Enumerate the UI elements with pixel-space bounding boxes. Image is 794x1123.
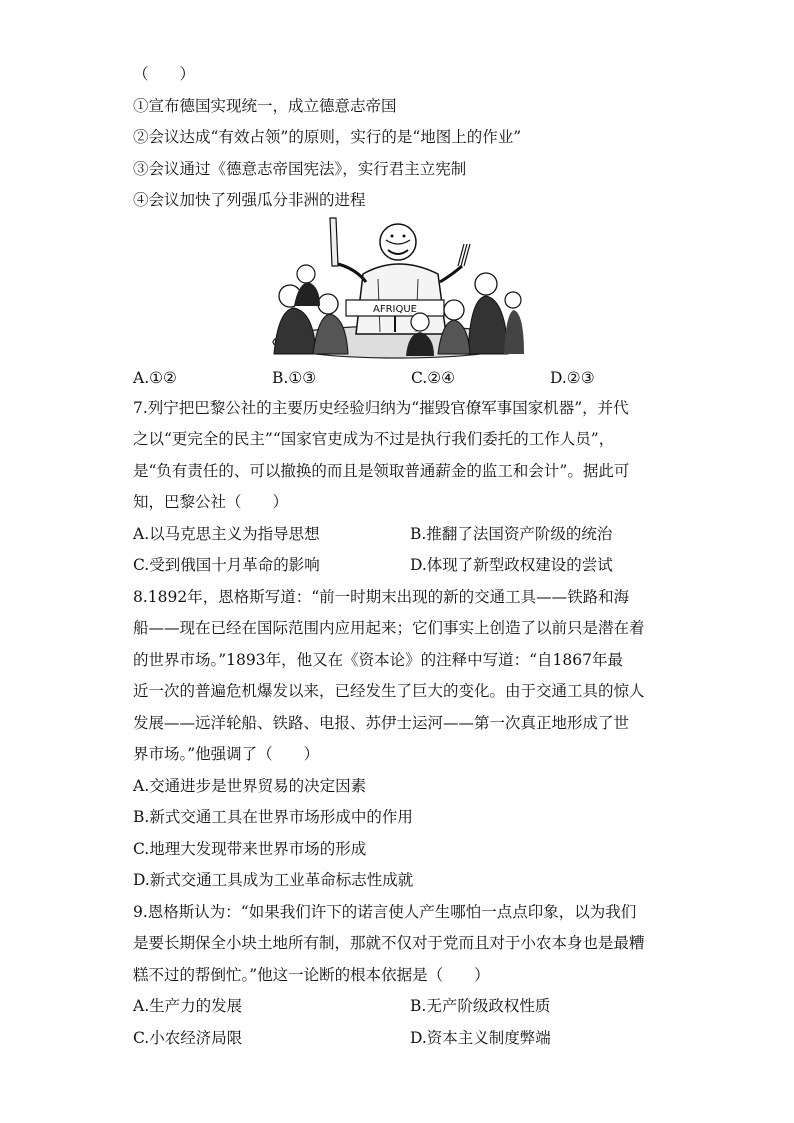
q6-option-c: C.②④ [411,369,456,387]
q9-option-d: D.资本主义制度弊端 [410,1029,551,1047]
q7-option-a: A.以马克思主义为指导思想 [133,525,320,543]
q7-option-b: B.推翻了法国资产阶级的统治 [410,525,613,543]
q6-stem-tail: （ ） [133,65,196,83]
q7-line-4: 知，巴黎公社（ ） [133,493,289,511]
q8-line-6: 界市场。”他强调了（ ） [133,745,320,763]
q9-line-2: 是要长期保全小块土地所有制，那就不仅对于党而且对于小农本身也是最糟 [133,934,645,952]
q8-line-3: 的世界市场。”1893年，他又在《资本论》的注释中写道：“自1867年最 [133,651,623,669]
q8-option-d: D.新式交通工具成为工业革命标志性成就 [133,871,414,889]
q6-option-a: A.①② [133,369,177,387]
q9-option-c: C.小农经济局限 [133,1029,243,1047]
q7-option-d: D.体现了新型政权建设的尝试 [410,556,613,574]
q8-option-b: B.新式交通工具在世界市场形成中的作用 [133,808,413,826]
q7-line-3: 是“负有责任的、可以撤换的而且是领取普通薪金的监工和会计”。据此可 [133,462,630,480]
q6-statement-1: ①宣布德国实现统一，成立德意志帝国 [133,97,397,115]
q7-line-2: 之以“更完全的民主”“国家官吏成为不过是执行我们委托的工作人员”， [133,430,615,448]
q9-option-b: B.无产阶级政权性质 [410,997,551,1015]
q9-option-a: A.生产力的发展 [133,997,243,1015]
q8-line-1: 8.1892年，恩格斯写道：“前一时期末出现的新的交通工具——铁路和海 [133,588,630,606]
q6-statement-4: ④会议加快了列强瓜分非洲的进程 [133,191,366,209]
cartoon-label: AFRIQUE [373,304,417,315]
q9-line-1: 9.恩格斯认为：“如果我们许下的诺言使人产生哪怕一点点印象，以为我们 [133,903,637,921]
q7-line-1: 7.列宁把巴黎公社的主要历史经验归纳为“摧毁官僚军事国家机器”，并代 [133,399,629,417]
q6-statement-3: ③会议通过《德意志帝国宪法》，实行君主立宪制 [133,160,467,178]
q8-option-a: A.交通进步是世界贸易的决定因素 [133,777,367,795]
q6-option-d: D.②③ [550,369,595,387]
q8-line-2: 船——现在已经在国际范围内应用起来；它们事实上创造了以前只是潜在着 [133,619,645,637]
berlin-conference-cartoon [268,214,526,362]
q7-option-c: C.受到俄国十月革命的影响 [133,556,320,574]
q6-option-b: B.①③ [272,369,317,387]
q9-line-3: 糕不过的帮倒忙。”他这一论断的根本依据是（ ） [133,966,490,984]
q8-option-c: C.地理大发现带来世界市场的形成 [133,840,367,858]
q6-statement-2: ②会议达成“有效占领”的原则，实行的是“地图上的作业” [133,128,522,146]
q8-line-4: 近一次的普遍危机爆发以来，已经发生了巨大的变化。由于交通工具的惊人 [133,682,645,700]
q8-line-5: 发展——远洋轮船、铁路、电报、苏伊士运河——第一次真正地形成了世 [133,714,630,732]
